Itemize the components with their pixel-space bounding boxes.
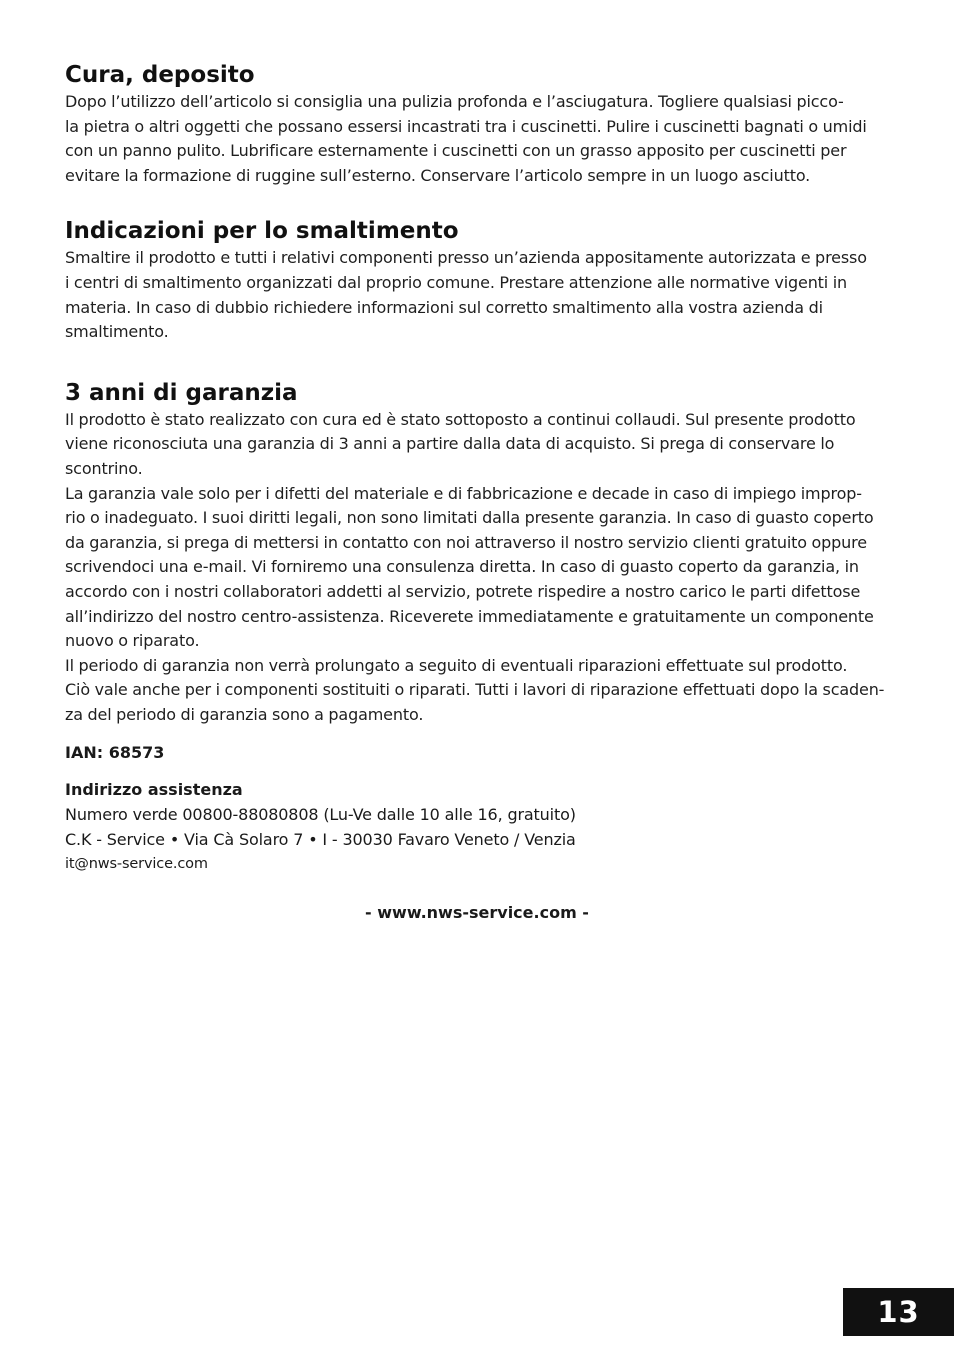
text-line: Il periodo di garanzia non verrà prolungato a seguito di eventuali riparazioni effettuate sul prodotto. bbox=[65, 655, 848, 675]
section-paragraph bbox=[65, 408, 895, 728]
text-line: evitare la formazione di ruggine sull’esterno. Conservare l’articolo sempre in un luogo asciutto. bbox=[65, 165, 811, 185]
section-heading: Cura, deposito bbox=[65, 62, 255, 88]
text-line: La garanzia vale solo per i difetti del materiale e di fabbricazione e decade in caso di impiego improp- bbox=[65, 483, 862, 503]
service-address-title: Indirizzo assistenza bbox=[65, 780, 243, 800]
text-line: nuovo o riparato. bbox=[65, 631, 200, 651]
text-line: Il prodotto è stato realizzato con cura ed è stato sottoposto a continui collaudi. Sul presente prodotto bbox=[65, 409, 856, 429]
section-paragraph bbox=[65, 90, 895, 188]
text-line: con un panno pulito. Lubrificare esternamente i cuscinetti con un grasso apposito per cuscinetti per bbox=[65, 141, 847, 161]
section-care-storage bbox=[65, 60, 895, 188]
service-email[interactable]: it@nws-service.com bbox=[65, 856, 208, 873]
text-line: Dopo l’utilizzo dell’articolo si consiglia una pulizia profonda e l’asciugatura. Togliere qualsiasi picco- bbox=[65, 92, 844, 111]
text-line: rio o inadeguato. I suoi diritti legali, non sono limitati dalla presente garanzia. In caso di guasto coperto bbox=[65, 508, 874, 528]
text-line: za del periodo di garanzia sono a pagamento. bbox=[65, 704, 424, 724]
section-heading: Indicazioni per lo smaltimento bbox=[65, 218, 459, 245]
service-phone: Numero verde 00800-88080808 (Lu-Ve dalle 10 alle 16, gratuito) bbox=[65, 805, 576, 825]
service-address: C.K - Service • Via Cà Solaro 7 • I - 30030 Favaro Veneto / Venzia bbox=[65, 830, 576, 850]
ian-code: IAN: 68573 bbox=[65, 743, 165, 763]
text-line: smaltimento. bbox=[65, 322, 169, 342]
text-line: la pietra o altri oggetti che possano essersi incastrati tra i cuscinetti. Pulire i cuscinetti bagnati o umidi bbox=[65, 116, 867, 136]
section-disposal bbox=[65, 216, 895, 344]
service-address-block bbox=[65, 802, 895, 877]
text-line: Ciò vale anche per i componenti sostituiti o riparati. Tutti i lavori di riparazione effettuati dopo la scaden- bbox=[65, 680, 885, 700]
section-paragraph bbox=[65, 246, 895, 344]
section-heading: 3 anni di garanzia bbox=[65, 379, 298, 406]
text-line: Smaltire il prodotto e tutti i relativi componenti presso un’azienda appositamente autorizzata e presso bbox=[65, 248, 867, 268]
text-line: accordo con i nostri collaboratori addetti al servizio, potrete rispedire a nostro carico le parti difettose bbox=[65, 581, 861, 601]
text-line: materia. In caso di dubbio richiedere informazioni sul corretto smaltimento alla vostra azienda di bbox=[65, 297, 823, 317]
text-line: scrivendoci una e-mail. Vi forniremo una consulenza diretta. In caso di guasto coperto da garanzia, in bbox=[65, 557, 859, 577]
page-number: 13 bbox=[843, 1288, 954, 1336]
text-line: viene riconosciuta una garanzia di 3 anni a partire dalla data di acquisto. Si prega di conservare lo bbox=[65, 434, 835, 454]
text-line: da garanzia, si prega di mettersi in contatto con noi attraverso il nostro servizio clienti gratuito oppure bbox=[65, 532, 867, 552]
section-warranty bbox=[65, 378, 895, 728]
text-line: scontrino. bbox=[65, 458, 143, 478]
text-line: all’indirizzo del nostro centro-assistenza. Riceverete immediatamente e gratuitamente un componente bbox=[65, 606, 874, 626]
website-link[interactable]: - www.nws-service.com - bbox=[365, 903, 589, 923]
text-line: i centri di smaltimento organizzati dal proprio comune. Prestare attenzione alle normative vigenti in bbox=[65, 272, 848, 292]
document-body bbox=[65, 60, 895, 925]
